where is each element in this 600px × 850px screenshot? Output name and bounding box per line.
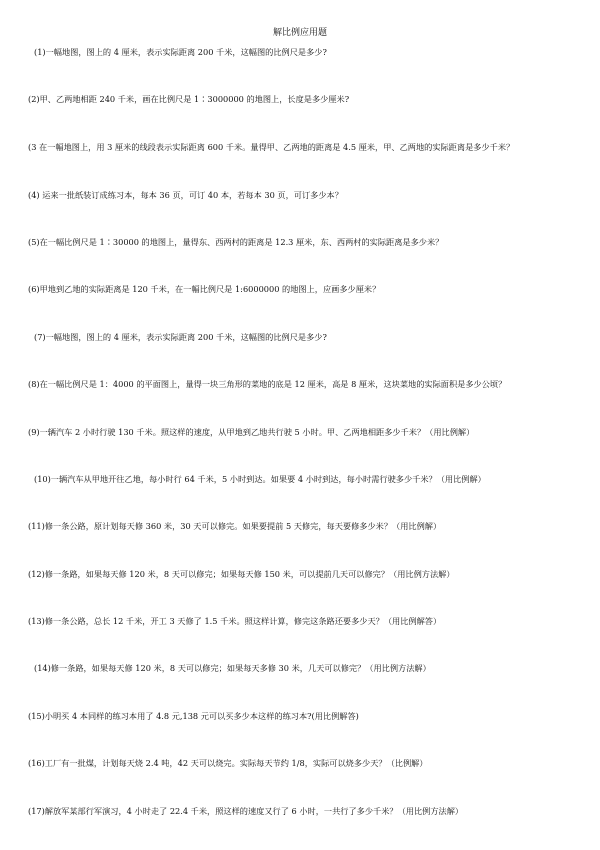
question-4: (4) 运来一批纸装订成练习本，每本 36 页，可订 40 本，若每本 30 页，可订多少本？ [28, 190, 343, 200]
question-13: (13)修一条公路，总长 12 千米，开工 3 天修了 1.5 千米。照这样计算，修完这条路还要多少天？（用比例解答） [28, 616, 442, 626]
question-10: (10)一辆汽车从甲地开往乙地，每小时行 64 千米，5 小时到达。如果要 4 小时到达，每小时需行驶多少千米？（用比例解） [34, 474, 486, 484]
question-6: (6)甲地到乙地的实际距离是 120 千米，在一幅比例尺是 1:6000000 的地图上，应画多少厘米？ [28, 284, 381, 294]
question-17: (17)解放军某部行军演习，4 小时走了 22.4 千米，照这样的速度又行了 6 小时，一共行了多少千米？（用比例方法解） [28, 806, 464, 816]
question-3: (3 在一幅地图上，用 3 厘米的线段表示实际距离 600 千米。量得甲、乙两地的距离是 4.5 厘米，甲、乙两地的实际距离是多少千米？ [28, 142, 515, 152]
question-5: (5)在一幅比例尺是 1∶30000 的地图上，量得东、西两村的距离是 12.3 厘米，东、西两村的实际距离是多少米？ [28, 237, 444, 247]
question-9: (9)一辆汽车 2 小时行驶 130 千米。照这样的速度，从甲地到乙地共行驶 5 小时。甲、乙两地相距多少千米？（用比例解） [28, 427, 475, 437]
page-title: 解比例应用题 [272, 28, 327, 38]
question-16: (16)工厂有一批煤，计划每天烧 2.4 吨，42 天可以烧完。实际每天节约 1/8，实际可以烧多少天？（比例解） [28, 758, 428, 768]
question-14: (14)修一条路，如果每天修 120 米，8 天可以修完；如果每天多修 30 米，几天可以修完？（用比例方法解） [34, 663, 431, 673]
question-2: (2)甲、乙两地相距 240 千米，画在比例尺是 1∶3000000 的地图上，长度是多少厘米? [28, 94, 350, 104]
question-1: (1)一幅地图，图上的 4 厘米，表示实际距离 200 千米，这幅图的比例尺是多少? [34, 47, 327, 57]
question-12: (12)修一条路，如果每天修 120 米，8 天可以修完；如果每天修 150 米，可以提前几天可以修完？（用比例方法解） [28, 569, 455, 579]
question-8: (8)在一幅比例尺是 1：4000 的平面图上，量得一块三角形的菜地的底是 12 厘米，高是 8 厘米，这块菜地的实际面积是多少公顷？ [28, 379, 507, 389]
question-7: (7)一幅地图，图上的 4 厘米，表示实际距离 200 千米，这幅图的比例尺是多少? [34, 332, 327, 342]
question-11: (11)修一条公路，原计划每天修 360 米，30 天可以修完。如果要提前 5 天修完，每天要修多少米？（用比例解） [28, 521, 442, 531]
question-15: (15)小明买 4 本同样的练习本用了 4.8 元,138 元可以买多少本这样的练习本?(用比例解答) [28, 711, 359, 721]
